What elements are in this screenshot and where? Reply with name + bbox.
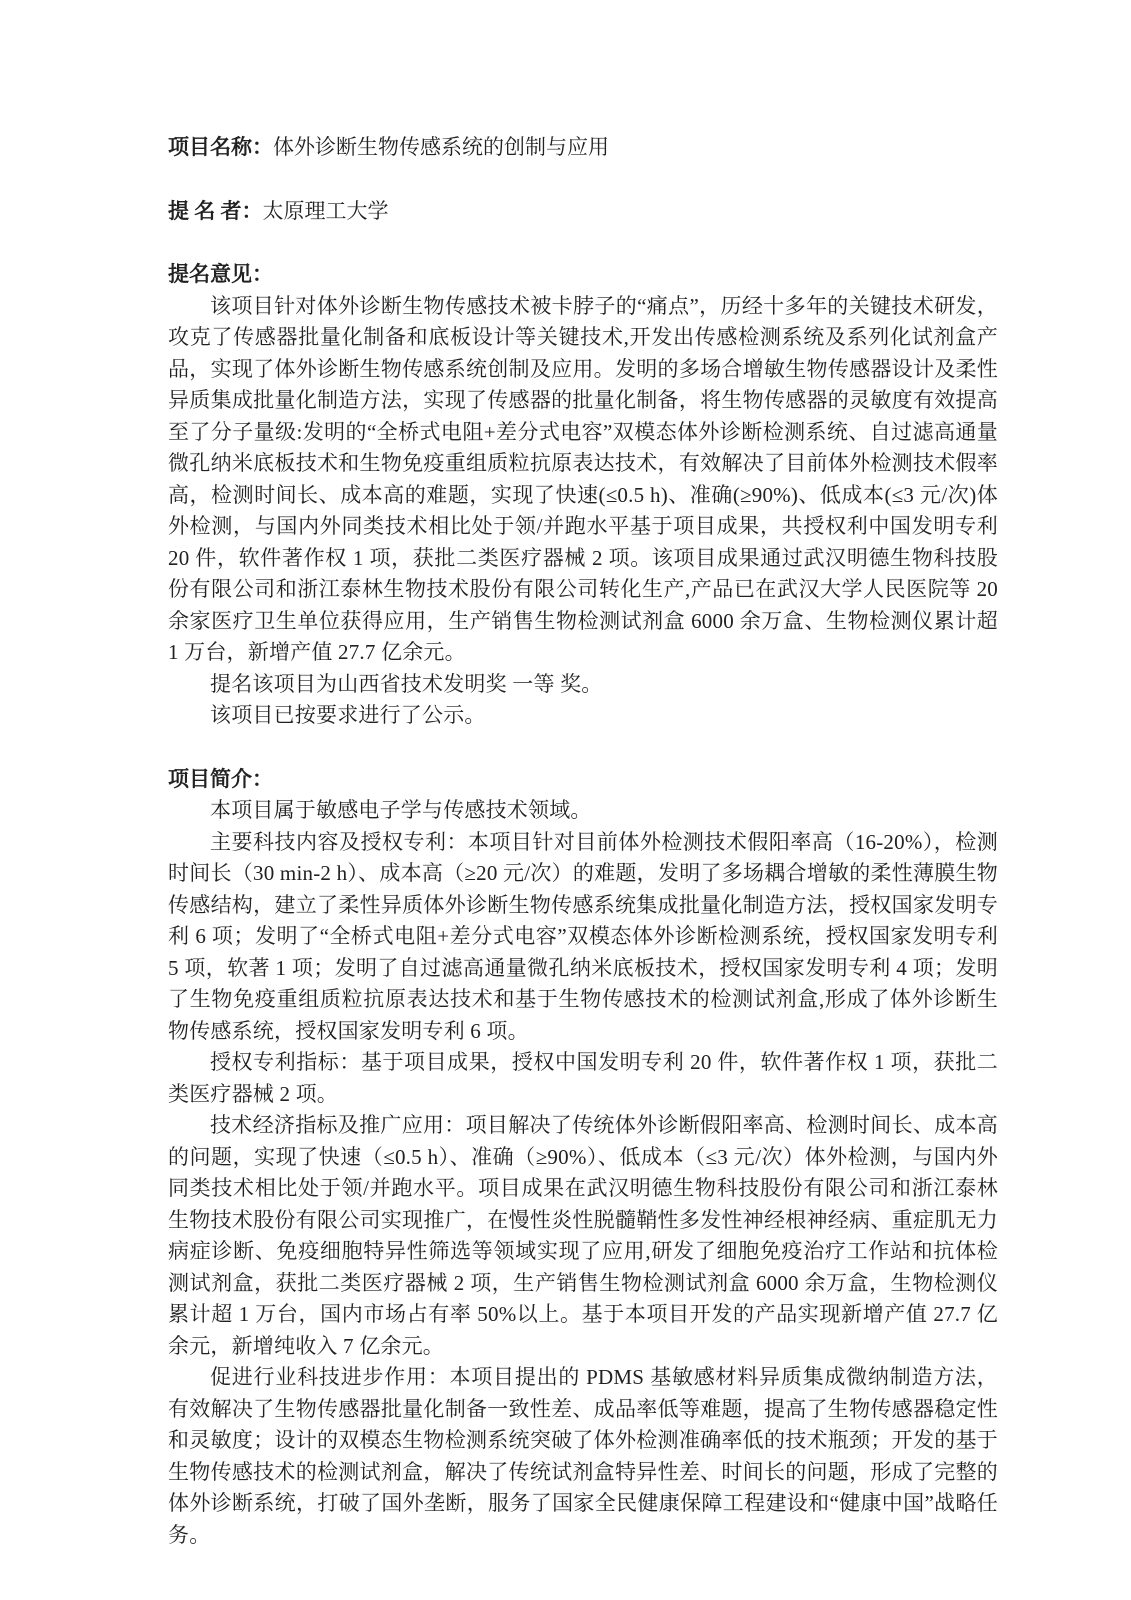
nomination-opinion-paragraph-1: 该项目针对体外诊断生物传感技术被卡脖子的“痛点”，历经十多年的关键技术研发，攻克了传感器批量化制备和底板设计等关键技术,开发出传感检测系统及系列化试剂盒产品，实现了体外诊断生物传感系统创制及应用。发明的多场合增敏生物传感器设计及柔性异质集成批量化制造方法，实现了传感器的批量化制备，将生物传感器的灵敏度有效提高至了分子量级:发明的“全桥式电阻+差分式电容”双模态体外诊断检测系统、自过滤高通量微孔纳米底板技术和生物免疫重组质粒抗原表达技术，有效解决了目前体外检测技术假率高，检测时间长、成本高的难题，实现了快速(≤0.5 h)、准确(≥90%)、低成本(≤3 元/次)体外检测，与国内外同类技术相比处于领/并跑水平基于项目成果，共授权利中国发明专利 20 件，软件著作权 1 项，获批二类医疗器械 2 项。该项目成果通过武汉明德生物科技股份有限公司和浙江泰林生物技术股份有限公司转化生产,产品已在武汉大学人民医院等 20 余家医疗卫生单位获得应用，生产销售生物检测试剂盒 6000 余万盒、生物检测仪累计超 1 万台，新增产值 27.7 亿余元。: [168, 293, 998, 664]
document-content: [168, 132, 998, 1551]
project-intro-paragraph-4: 技术经济指标及推广应用：项目解决了传统体外诊断假阳率高、检测时间长、成本高的问题，实现了快速（≤0.5 h）、准确（≥90%）、低成本（≤3 元/次）体外检测，与国内外同类技术相比处于领/并跑水平。项目成果在武汉明德生物科技股份有限公司和浙江泰林生物技术股份有限公司实现推广，在慢性炎性脱髓鞘性多发性神经根神经病、重症肌无力病症诊断、免疫细胞特异性筛选等领域实现了应用,研发了细胞免疫治疗工作站和抗体检测试剂盒，获批二类医疗器械 2 项，生产销售生物检测试剂盒 6000 余万盒，生物检测仪累计超 1 万台，国内市场占有率 50%以上。基于本项目开发的产品实现新增产值 27.7 亿余元，新增纯收入 7 亿余元。: [168, 1113, 998, 1358]
project-name-field: [168, 132, 998, 164]
nominator-value: 太原理工大学: [262, 198, 389, 223]
project-name-label: 项目名称：: [168, 135, 273, 159]
nomination-opinion-paragraph-2: 提名该项目为山西省技术发明奖 一等 奖。: [210, 671, 603, 696]
section-heading-nomination-opinion: 提名意见：: [168, 262, 273, 286]
project-intro-paragraph-3: 授权专利指标：基于项目成果，授权中国发明专利 20 件，软件著作权 1 项，获批二类医疗器械 2 项。: [168, 1050, 998, 1106]
nominator-label: 提 名 者：: [168, 198, 263, 223]
nomination-opinion-paragraph-3: 该项目已按要求进行了公示。: [210, 703, 486, 727]
project-intro-paragraph-2: 主要科技内容及授权专利：本项目针对目前体外检测技术假阳率高（16-20%），检测时间长（30 min-2 h）、成本高（≥20 元/次）的难题，发明了多场耦合增敏的柔性薄膜生物传感结构，建立了柔性异质体外诊断生物传感系统集成批量化制造方法，授权国家发明专利 6 项；发明了“全桥式电阻+差分式电容”双模态体外诊断检测系统，授权国家发明专利 5 项，软著 1 项；发明了自过滤高通量微孔纳米底板技术，授权国家发明专利 4 项；发明了生物免疫重组质粒抗原表达技术和基于生物传感技术的检测试剂盒,形成了体外诊断生物传感系统，授权国家发明专利 6 项。: [168, 829, 998, 1043]
project-intro-paragraph-1: 本项目属于敏感电子学与传感技术领域。: [210, 798, 592, 822]
project-intro-paragraph-5: 促进行业科技进步作用：本项目提出的 PDMS 基敏感材料异质集成微纳制造方法，有效解决了生物传感器批量化制备一致性差、成品率低等难题，提高了生物传感器稳定性和灵敏度；设计的双模态生物检测系统突破了体外检测准确率低的技术瓶颈；开发的基于生物传感技术的检测试剂盒，解决了传统试剂盒特异性差、时间长的问题，形成了完整的体外诊断系统，打破了国外垄断，服务了国家全民健康保障工程建设和“健康中国”战略任务。: [168, 1365, 998, 1547]
section-heading-project-intro: 项目简介：: [168, 766, 273, 791]
nominator-field: [168, 196, 998, 228]
project-name-value: 体外诊断生物传感系统的创制与应用: [273, 135, 609, 159]
